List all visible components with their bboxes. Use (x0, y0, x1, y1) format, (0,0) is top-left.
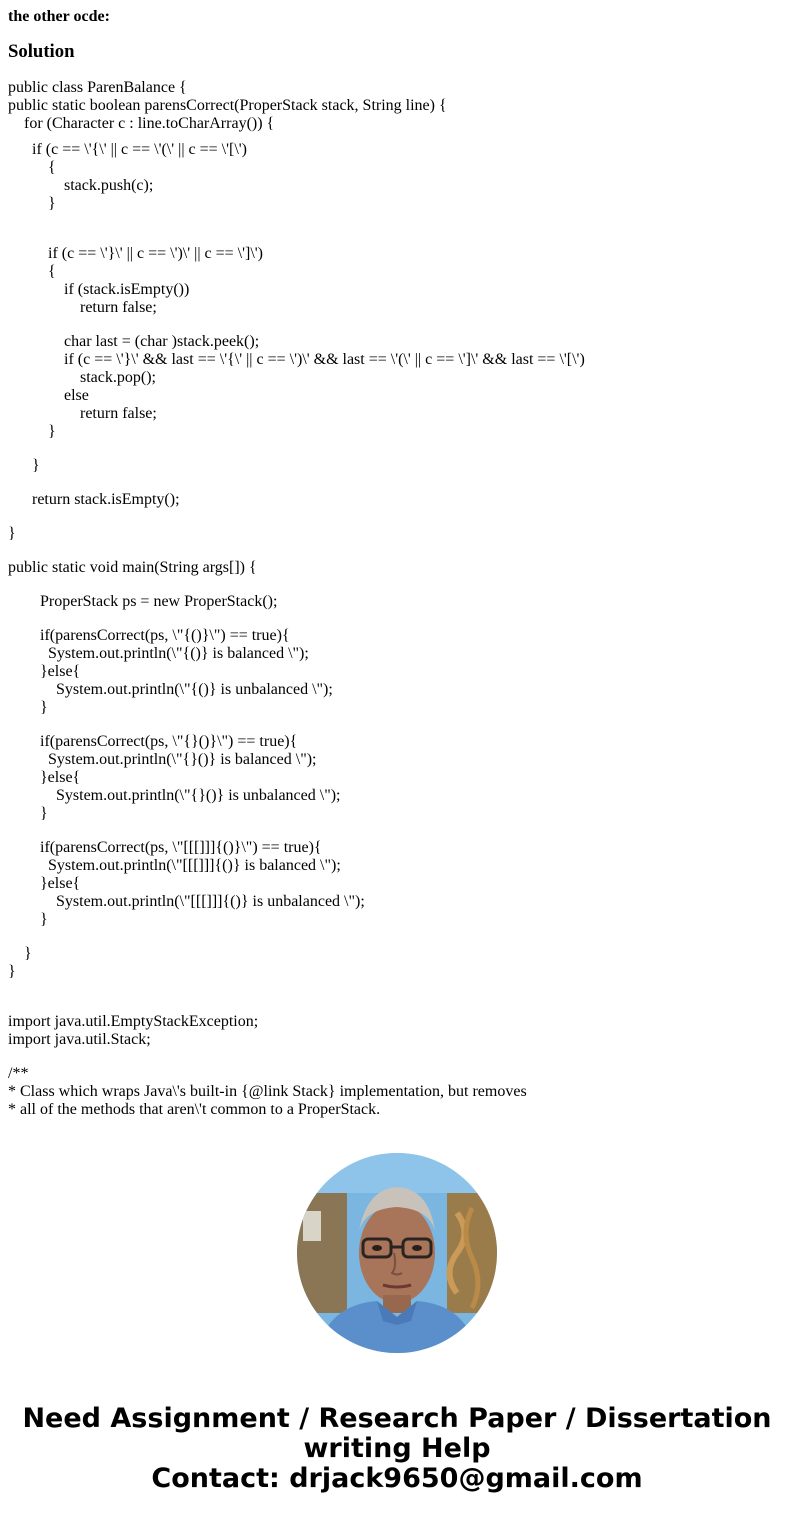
code-line: } (8, 911, 48, 928)
code-line: else (8, 387, 89, 404)
code-line: public static void main(String args[]) { (8, 559, 257, 576)
code-line: char last = (char )stack.peek(); (8, 333, 260, 350)
code-line: System.out.println(\"{()} is balanced \"); (8, 645, 309, 662)
code-line: } (8, 963, 16, 980)
code-line: ProperStack ps = new ProperStack(); (8, 593, 278, 610)
code-line: } (8, 525, 16, 542)
code-line (8, 981, 788, 997)
author-photo-image (297, 1153, 497, 1353)
code-line: } (8, 195, 56, 212)
code-line: if (c == \'}\' || c == \')\' || c == \']\') (8, 245, 263, 262)
author-photo (297, 1153, 497, 1353)
code-line (8, 509, 788, 525)
code-line: public class ParenBalance { (8, 79, 187, 96)
code-line (8, 229, 788, 245)
code-line: /** (8, 1065, 29, 1082)
promo-banner (0, 1404, 794, 1494)
code-line: System.out.println(\"{}()} is balanced \"); (8, 751, 317, 768)
code-line: { (8, 159, 56, 176)
code-line (8, 997, 788, 1013)
code-line: return false; (8, 299, 157, 316)
code-line: }else{ (8, 663, 81, 680)
code-line: if(parensCorrect(ps, \"{}()}\") == true){ (8, 733, 298, 750)
code-line (8, 577, 788, 593)
code-line: if(parensCorrect(ps, \"[[[]]]{()}\") == true){ (8, 839, 322, 856)
code-line: if (c == \'{\' || c == \'(\' || c == \'[\') (8, 141, 247, 158)
code-line: System.out.println(\"[[[]]]{()} is unbalanced \"); (8, 893, 365, 910)
document-content (8, 0, 788, 1122)
code-line (8, 929, 788, 945)
code-line: for (Character c : line.toCharArray()) { (8, 115, 275, 132)
promo-line-3: Contact: drjack9650@gmail.com (151, 1463, 643, 1494)
code-line: return stack.isEmpty(); (8, 491, 180, 508)
code-line: import java.util.Stack; (8, 1031, 151, 1048)
code-line (8, 1049, 788, 1065)
code-line: }else{ (8, 875, 81, 892)
code-line: System.out.println(\"[[[]]]{()} is balanced \"); (8, 857, 341, 874)
code-line: * Class which wraps Java\'s built-in {@link Stack} implementation, but removes (8, 1083, 527, 1100)
code-line: if(parensCorrect(ps, \"{()}\") == true){ (8, 627, 290, 644)
code-line: } (8, 457, 40, 474)
code-line: if (stack.isEmpty()) (8, 281, 190, 298)
code-line: stack.push(c); (8, 177, 154, 194)
code-line (8, 441, 788, 457)
code-line (8, 213, 788, 229)
code-line: import java.util.EmptyStackException; (8, 1013, 259, 1030)
code-line: stack.pop(); (8, 369, 156, 386)
code-line: } (8, 945, 32, 962)
code-line: public static boolean parensCorrect(ProperStack stack, String line) { (8, 97, 447, 114)
code-line: }else{ (8, 769, 81, 786)
code-line (8, 611, 788, 627)
promo-line-1: Need Assignment / Research Paper / Dissertation (22, 1403, 772, 1434)
code-line: } (8, 699, 48, 716)
code-line (8, 133, 788, 141)
code-line (8, 543, 788, 559)
code-line: * all of the methods that aren\'t common to a ProperStack. (8, 1101, 381, 1118)
promo-line-2: writing Help (303, 1433, 491, 1464)
intro-text: the other ocde: (8, 8, 110, 25)
code-line: } (8, 423, 56, 440)
code-line: System.out.println(\"{}()} is unbalanced \"); (8, 787, 341, 804)
code-line (8, 475, 788, 491)
code-line: if (c == \'}\' && last == \'{\' || c == \')\' && last == \'(\' || c == \']\' && last == \'[\') (8, 351, 585, 368)
code-line: { (8, 263, 56, 280)
code-line (8, 717, 788, 733)
code-block (8, 79, 788, 1119)
code-line (8, 823, 788, 839)
code-line: return false; (8, 405, 157, 422)
code-line: System.out.println(\"{()} is unbalanced \"); (8, 681, 333, 698)
code-line (8, 317, 788, 333)
code-line: } (8, 805, 48, 822)
solution-heading: Solution (8, 41, 75, 62)
